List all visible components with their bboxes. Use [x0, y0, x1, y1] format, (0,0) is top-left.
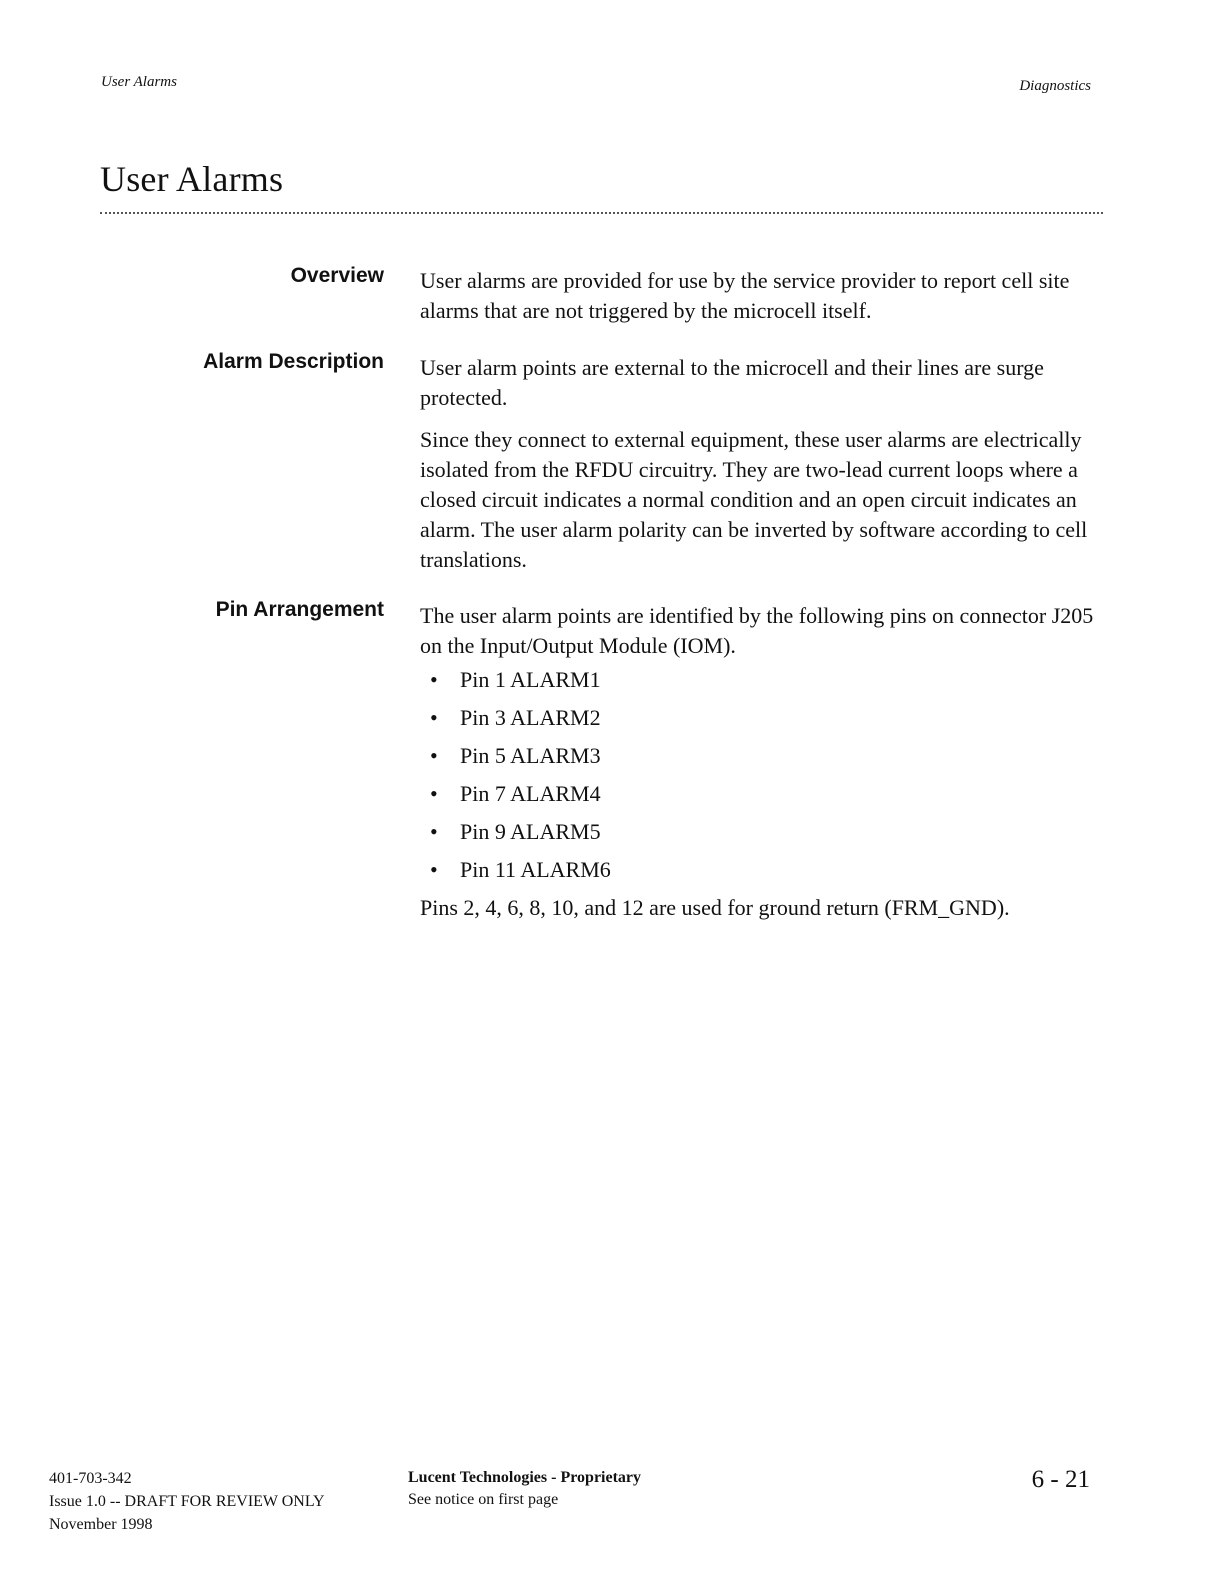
- alarm-description-heading: Alarm Description: [203, 350, 384, 373]
- list-item: [420, 779, 1110, 817]
- list-item: [420, 855, 1110, 893]
- list-item: [420, 817, 1110, 855]
- bullet-icon: •: [430, 705, 438, 730]
- running-header-left: User Alarms: [101, 74, 177, 90]
- pin-label: Pin 11 ALARM6: [460, 857, 611, 882]
- pin-arrangement-heading: Pin Arrangement: [215, 598, 384, 621]
- proprietary-notice: Lucent Technologies - Proprietary: [408, 1469, 642, 1486]
- running-header-right: Diagnostics: [1019, 78, 1091, 94]
- alarm-description-paragraph-1: User alarm points are external to the microcell and their lines are surge protected.: [420, 355, 1044, 410]
- pin-arrangement-body: [420, 601, 1110, 935]
- bullet-icon: •: [430, 781, 438, 806]
- pin-arrangement-outro: Pins 2, 4, 6, 8, 10, and 12 are used for ground return (FRM_GND).: [420, 895, 1010, 920]
- bullet-icon: •: [430, 667, 438, 692]
- overview-paragraph: User alarms are provided for use by the service provider to report cell site alarms that are not triggered by the microcell itself.: [420, 268, 1070, 323]
- pin-label: Pin 5 ALARM3: [460, 743, 601, 768]
- pin-arrangement-intro: The user alarm points are identified by the following pins on connector J205 on the Input/Output Module (IOM).: [420, 603, 1094, 658]
- list-item: [420, 741, 1110, 779]
- pin-label: Pin 1 ALARM1: [460, 667, 601, 692]
- first-page-notice: See notice on first page: [408, 1491, 559, 1508]
- footer-center: [408, 1467, 641, 1511]
- document-number: 401-703-342: [49, 1470, 132, 1487]
- alarm-description-body: [420, 353, 1110, 587]
- bullet-icon: •: [430, 857, 438, 882]
- pin-label: Pin 9 ALARM5: [460, 819, 601, 844]
- pin-list: [420, 665, 1110, 893]
- issue-date: November 1998: [49, 1516, 153, 1533]
- list-item: [420, 703, 1110, 741]
- list-item: [420, 665, 1110, 703]
- page-number: 6 - 21: [1031, 1466, 1090, 1493]
- overview-heading: Overview: [290, 264, 384, 287]
- pin-label: Pin 3 ALARM2: [460, 705, 601, 730]
- title-dotted-rule: [100, 212, 1103, 214]
- bullet-icon: •: [430, 743, 438, 768]
- page-title: User Alarms: [100, 159, 284, 199]
- alarm-description-paragraph-2: Since they connect to external equipment, these user alarms are electrically isolated from the RFDU circuitry. They are two-lead current loops where a closed circuit indicates a normal condition and an open circuit indicates an alarm. The user alarm polarity can be inverted by software according to cell translations.: [420, 427, 1088, 572]
- issue-line: Issue 1.0 -- DRAFT FOR REVIEW ONLY: [49, 1493, 325, 1510]
- footer-left: [49, 1467, 325, 1536]
- bullet-icon: •: [430, 819, 438, 844]
- overview-body: [420, 266, 1110, 338]
- pin-label: Pin 7 ALARM4: [460, 781, 601, 806]
